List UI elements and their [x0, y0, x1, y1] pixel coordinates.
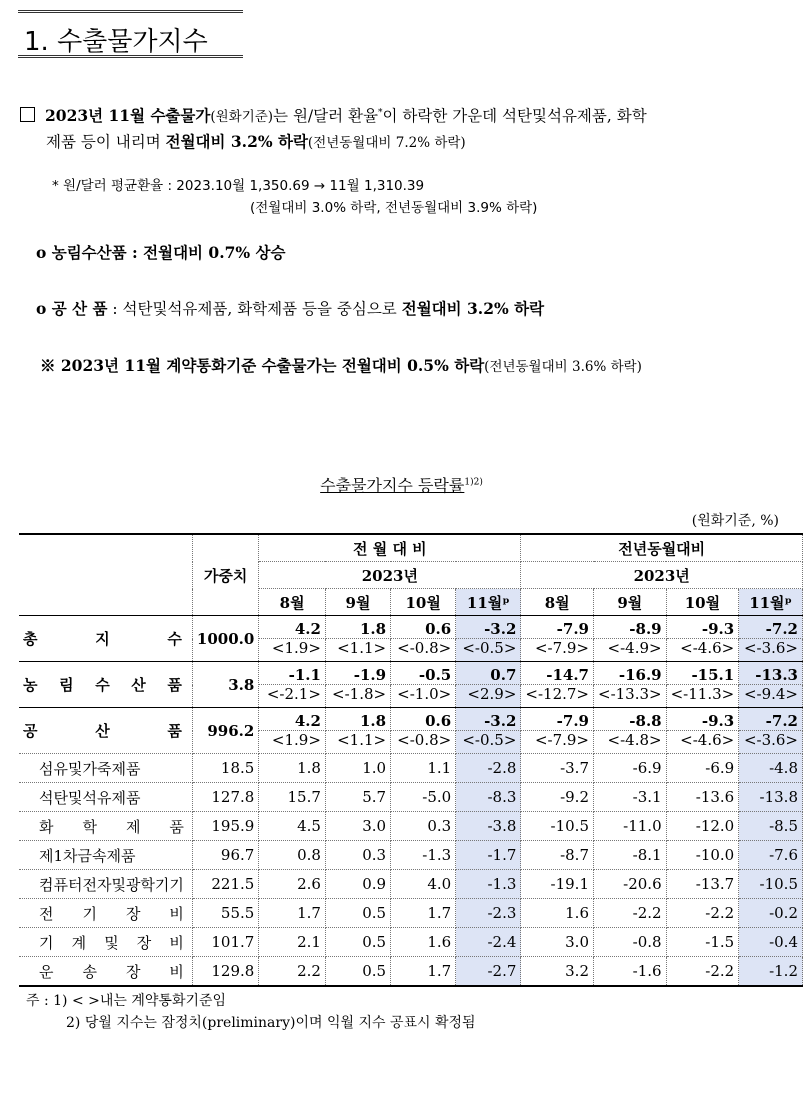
- row-weight: 129.8: [192, 957, 258, 987]
- table-unit: (원화기준, %): [691, 513, 779, 529]
- cell-value: 3.2: [521, 957, 594, 987]
- summary-line-1: 2023년 11월 수출물가(원화기준)는 원/달러 환율*이 하락한 가운데 석탄및석유제품, 화학: [20, 102, 647, 128]
- cell-value: -13.8: [739, 783, 803, 812]
- cell-value: 4.0: [391, 870, 456, 899]
- cell-contract-value: <-0.8>: [391, 639, 456, 662]
- cell-value: -1.7: [456, 841, 521, 870]
- month-header: 8월: [259, 589, 326, 616]
- header-row: [19, 534, 803, 562]
- year-header: 2023년: [259, 562, 521, 589]
- month-header: 11월ᵖ: [739, 589, 803, 616]
- industrial-label: o 공 산 품: [36, 299, 108, 318]
- checkbox-bullet-icon: [20, 107, 35, 122]
- table-row: [19, 708, 803, 731]
- cell-contract-value: <-4.8>: [594, 731, 667, 754]
- cell-value: -20.6: [594, 870, 667, 899]
- cell-contract-value: <-7.9>: [521, 731, 594, 754]
- row-label: 전 기 장 비: [19, 899, 192, 928]
- summary-line-2: [46, 131, 466, 154]
- row-weight: 55.5: [192, 899, 258, 928]
- table-row: [19, 957, 803, 987]
- row-label: 공 산 품: [19, 708, 192, 754]
- row-label: 화 학 제 품: [19, 812, 192, 841]
- cell-value: 4.5: [259, 812, 326, 841]
- contract-text: ※ 2023년 11월 계약통화기준 수출물가는 전월대비 0.5% 하락: [40, 356, 485, 375]
- cell-value: -1.1: [259, 662, 326, 685]
- row-label: 농 림 수 산 품: [19, 662, 192, 708]
- cell-value: 3.0: [521, 928, 594, 957]
- row-label: 석탄및석유제품: [19, 783, 192, 812]
- cell-value: 2.1: [259, 928, 326, 957]
- cell-value: 2.6: [259, 870, 326, 899]
- row-label: 컴퓨터전자및광학기기: [19, 870, 192, 899]
- table-row: [19, 841, 803, 870]
- table-row: [19, 812, 803, 841]
- cell-contract-value: <-3.6>: [739, 731, 803, 754]
- cell-contract-value: <-0.5>: [456, 639, 521, 662]
- header-blank: [19, 534, 192, 616]
- cell-value: -7.6: [739, 841, 803, 870]
- cell-value: -9.3: [666, 616, 739, 639]
- summary-text-d: 이 하락한 가운데 석탄및석유제품, 화학: [382, 107, 647, 126]
- cell-value: -10.5: [739, 870, 803, 899]
- table-row: [19, 899, 803, 928]
- cell-value: -2.7: [456, 957, 521, 987]
- cell-contract-value: <-0.5>: [456, 731, 521, 754]
- cell-contract-value: <-1.0>: [391, 685, 456, 708]
- cell-value: -8.7: [521, 841, 594, 870]
- cell-value: -16.9: [594, 662, 667, 685]
- cell-value: -6.9: [594, 754, 667, 783]
- row-label: 제1차금속제품: [19, 841, 192, 870]
- row-label: 총 지 수: [19, 616, 192, 662]
- cell-value: -1.3: [456, 870, 521, 899]
- cell-value: -3.1: [594, 783, 667, 812]
- table-row: [19, 662, 803, 685]
- table-row: [19, 616, 803, 639]
- cell-value: 1.7: [259, 899, 326, 928]
- cell-value: -1.9: [325, 662, 390, 685]
- cell-contract-value: <-0.8>: [391, 731, 456, 754]
- month-header: 10월: [391, 589, 456, 616]
- cell-contract-value: <-11.3>: [666, 685, 739, 708]
- table-row: [19, 870, 803, 899]
- cell-value: 1.0: [325, 754, 390, 783]
- cell-value: 5.7: [325, 783, 390, 812]
- footnote-2: 2) 당월 지수는 잠정치(preliminary)이며 익월 지수 공표시 확정됨: [66, 1015, 476, 1031]
- cell-value: 0.7: [456, 662, 521, 685]
- cell-value: -15.1: [666, 662, 739, 685]
- cell-value: -2.2: [666, 957, 739, 987]
- cell-contract-value: <1.1>: [325, 639, 390, 662]
- cell-value: 1.8: [259, 754, 326, 783]
- cell-value: -10.0: [666, 841, 739, 870]
- cell-value: 1.6: [391, 928, 456, 957]
- row-weight: 195.9: [192, 812, 258, 841]
- cell-value: -7.2: [739, 708, 803, 731]
- table-row: [19, 783, 803, 812]
- cell-value: -2.2: [594, 899, 667, 928]
- cell-value: 15.7: [259, 783, 326, 812]
- month-header: 9월: [325, 589, 390, 616]
- cell-value: -1.5: [666, 928, 739, 957]
- cell-contract-value: <-4.9>: [594, 639, 667, 662]
- cell-value: -3.2: [456, 708, 521, 731]
- cell-contract-value: <-7.9>: [521, 639, 594, 662]
- cell-value: 1.1: [391, 754, 456, 783]
- cell-contract-value: <-12.7>: [521, 685, 594, 708]
- cell-value: 1.8: [325, 708, 390, 731]
- cell-contract-value: <-13.3>: [594, 685, 667, 708]
- cell-contract-value: <2.9>: [456, 685, 521, 708]
- cell-value: -19.1: [521, 870, 594, 899]
- table-title: [0, 473, 803, 496]
- cell-value: -0.5: [391, 662, 456, 685]
- cell-value: -13.6: [666, 783, 739, 812]
- row-label: 기 계 및 장 비: [19, 928, 192, 957]
- cell-value: -2.2: [666, 899, 739, 928]
- cell-value: -1.6: [594, 957, 667, 987]
- cell-value: -1.2: [739, 957, 803, 987]
- row-weight: 18.5: [192, 754, 258, 783]
- row-weight: 127.8: [192, 783, 258, 812]
- cell-value: -6.9: [666, 754, 739, 783]
- cell-value: -5.0: [391, 783, 456, 812]
- cell-value: -7.9: [521, 708, 594, 731]
- industrial-change: 전월대비 3.2% 하락: [401, 299, 545, 318]
- cell-value: -1.3: [391, 841, 456, 870]
- exchange-note-1: * 원/달러 평균환율 : 2023.10월 1,350.69 → 11월 1,310.39: [52, 178, 425, 194]
- summary-mom-change: 전월대비 3.2% 하락: [165, 132, 308, 151]
- page-title: 1. 수출물가지수: [24, 27, 208, 57]
- footnote-1: 주 : 1) < >내는 계약통화기준임: [26, 993, 227, 1009]
- cell-value: -0.2: [739, 899, 803, 928]
- cell-value: -8.9: [594, 616, 667, 639]
- cell-value: 0.3: [325, 841, 390, 870]
- row-weight: 996.2: [192, 708, 258, 754]
- cell-contract-value: <1.1>: [325, 731, 390, 754]
- industrial-sep: :: [107, 300, 123, 318]
- cell-value: -8.5: [739, 812, 803, 841]
- row-weight: 1000.0: [192, 616, 258, 662]
- industrial-line: [36, 298, 544, 320]
- cell-value: 2.2: [259, 957, 326, 987]
- row-weight: 221.5: [192, 870, 258, 899]
- cell-contract-value: <-9.4>: [739, 685, 803, 708]
- cell-value: 3.0: [325, 812, 390, 841]
- row-weight: 101.7: [192, 928, 258, 957]
- summary-headline: 2023년 11월 수출물가: [45, 106, 211, 126]
- cell-value: -14.7: [521, 662, 594, 685]
- cell-contract-value: <-2.1>: [259, 685, 326, 708]
- table-row: [19, 754, 803, 783]
- cell-value: -8.1: [594, 841, 667, 870]
- cell-value: 0.5: [325, 928, 390, 957]
- summary-yoy-change: (전년동월대비 7.2% 하락): [307, 135, 466, 151]
- cell-value: -8.3: [456, 783, 521, 812]
- cell-value: -2.8: [456, 754, 521, 783]
- cell-value: 0.5: [325, 957, 390, 987]
- cell-value: -10.5: [521, 812, 594, 841]
- year-header: 2023년: [521, 562, 803, 589]
- month-header: 11월ᵖ: [456, 589, 521, 616]
- agri-label: o 농림수산품 :: [36, 243, 144, 262]
- row-label: 섬유및가죽제품: [19, 754, 192, 783]
- cell-value: 0.3: [391, 812, 456, 841]
- cell-value: -0.8: [594, 928, 667, 957]
- summary-text-c: 는 원/달러 환율: [273, 107, 378, 126]
- cell-contract-value: <1.9>: [259, 639, 326, 662]
- row-weight: 96.7: [192, 841, 258, 870]
- cell-value: 4.2: [259, 616, 326, 639]
- table-title-text: 수출물가지수 등락률: [320, 476, 465, 495]
- month-header: 8월: [521, 589, 594, 616]
- cell-value: 0.8: [259, 841, 326, 870]
- cell-value: -13.7: [666, 870, 739, 899]
- cell-contract-value: <-4.6>: [666, 731, 739, 754]
- cell-value: -3.8: [456, 812, 521, 841]
- cell-value: -8.8: [594, 708, 667, 731]
- cell-contract-value: <1.9>: [259, 731, 326, 754]
- row-weight: 3.8: [192, 662, 258, 708]
- month-header: 10월: [666, 589, 739, 616]
- cell-value: 0.9: [325, 870, 390, 899]
- cell-value: 0.5: [325, 899, 390, 928]
- yoy-header: 전년동월대비: [521, 534, 803, 562]
- cell-value: -9.3: [666, 708, 739, 731]
- section-title-box: [18, 10, 243, 58]
- row-label: 운 송 장 비: [19, 957, 192, 987]
- cell-value: -2.3: [456, 899, 521, 928]
- exchange-note-2: (전월대비 3.0% 하락, 전년동월대비 3.9% 하락): [250, 200, 538, 216]
- cell-value: -7.9: [521, 616, 594, 639]
- contract-line: [40, 355, 642, 378]
- cell-value: 1.6: [521, 899, 594, 928]
- cell-contract-value: <-3.6>: [739, 639, 803, 662]
- cell-value: 1.8: [325, 616, 390, 639]
- cell-value: -0.4: [739, 928, 803, 957]
- cell-contract-value: <-4.6>: [666, 639, 739, 662]
- cell-value: -7.2: [739, 616, 803, 639]
- cell-value: -11.0: [594, 812, 667, 841]
- cell-value: 1.7: [391, 957, 456, 987]
- price-index-table: [19, 533, 803, 987]
- weight-header: 가중치: [192, 534, 258, 616]
- agri-line: [36, 242, 285, 264]
- table-row: [19, 928, 803, 957]
- cell-value: 1.7: [391, 899, 456, 928]
- cell-value: -12.0: [666, 812, 739, 841]
- summary-basis: (원화기준): [210, 109, 274, 126]
- month-header: 9월: [594, 589, 667, 616]
- agri-change: 전월대비 0.7% 상승: [143, 243, 286, 262]
- cell-value: -13.3: [739, 662, 803, 685]
- industrial-text: 석탄및석유제품, 화학제품 등을 중심으로: [122, 300, 402, 318]
- contract-yoy: (전년동월대비 3.6% 하락): [484, 359, 642, 375]
- cell-value: 0.6: [391, 616, 456, 639]
- cell-value: -3.2: [456, 616, 521, 639]
- cell-value: 4.2: [259, 708, 326, 731]
- cell-contract-value: <-1.8>: [325, 685, 390, 708]
- cell-value: -4.8: [739, 754, 803, 783]
- cell-value: -2.4: [456, 928, 521, 957]
- cell-value: -9.2: [521, 783, 594, 812]
- table-title-footnote: 1)2): [464, 477, 483, 488]
- footnotes: [26, 990, 476, 1034]
- cell-value: -3.7: [521, 754, 594, 783]
- summary-text-2a: 제품 등이 내리며: [46, 133, 166, 151]
- cell-value: 0.6: [391, 708, 456, 731]
- mom-header: 전 월 대 비: [259, 534, 521, 562]
